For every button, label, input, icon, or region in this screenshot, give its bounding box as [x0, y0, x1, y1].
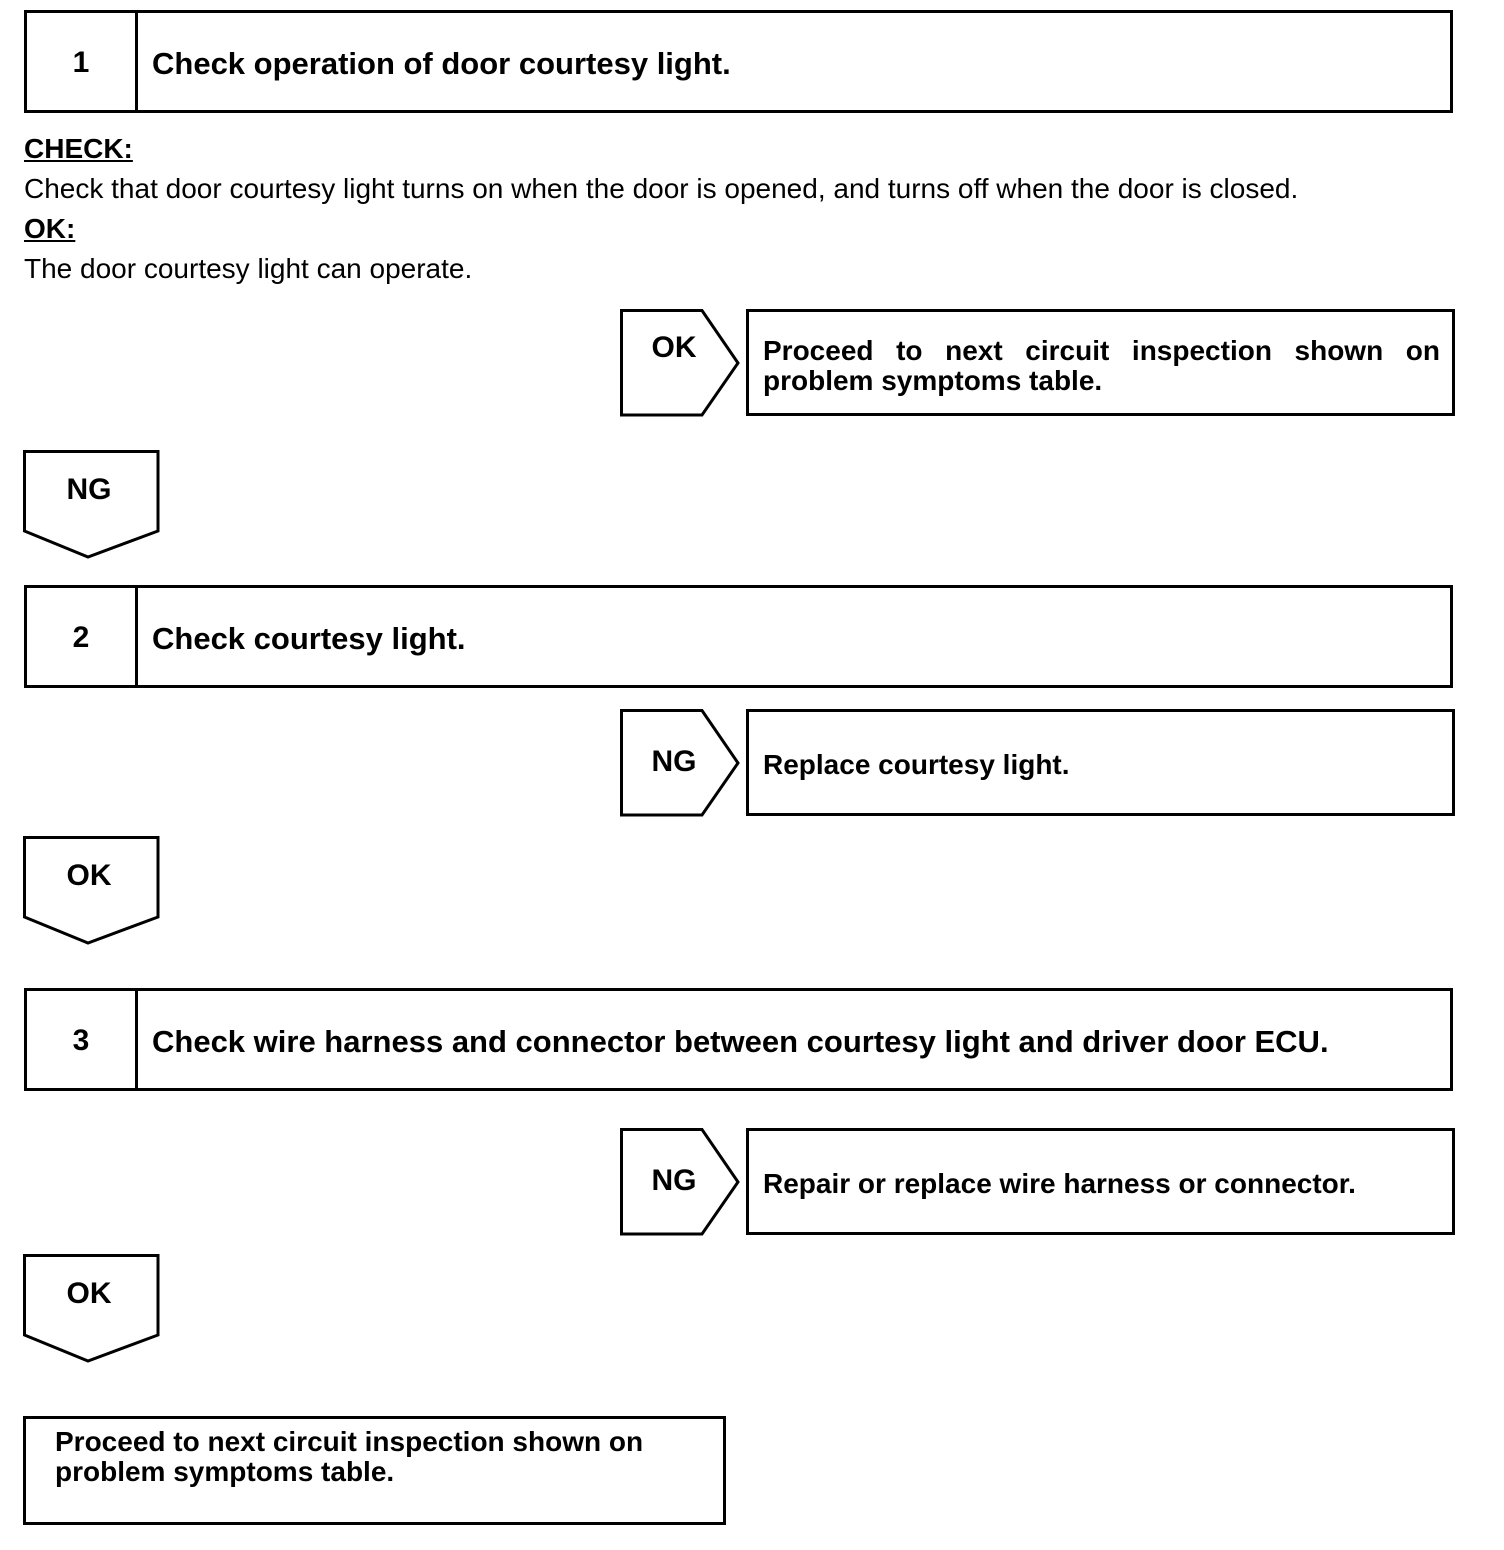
step-2-ng-result-box: Replace courtesy light. [746, 709, 1455, 816]
step-3-ng-result-box: Repair or replace wire harness or connector. [746, 1128, 1455, 1235]
step-1-branch-label: OK [651, 331, 697, 364]
step-3-branch-label: NG [651, 1164, 697, 1197]
step-2-ng-branch-arrow [620, 709, 740, 817]
step-2-box [24, 585, 1453, 688]
final-result-box: Proceed to next circuit inspection shown on problem symptoms table. [23, 1416, 726, 1525]
ok-text: The door courtesy light can operate. [24, 253, 473, 284]
step-1-down-label: NG [66, 473, 112, 506]
step-2-branch-label: NG [651, 745, 697, 778]
ok-label: OK: [24, 213, 76, 244]
step-2-down-label: OK [66, 859, 112, 892]
step-1-ng-down-arrow [23, 450, 160, 560]
check-label: CHECK: [24, 133, 133, 164]
step-3-number: 3 [27, 991, 138, 1088]
check-text: Check that door courtesy light turns on when the door is opened, and turns off when the door is closed. [24, 173, 1299, 204]
step-2-ok-down-arrow [23, 836, 160, 946]
step-1-number: 1 [27, 13, 138, 110]
step-1-title: Check operation of door courtesy light. [152, 46, 731, 81]
step-1-box [24, 10, 1453, 113]
step-3-down-label: OK [66, 1277, 112, 1310]
step-3-box [24, 988, 1453, 1091]
step-1-ok-branch-arrow [620, 309, 740, 417]
step-3-ng-branch-arrow [620, 1128, 740, 1236]
step-3-title: Check wire harness and connector between courtesy light and driver door ECU. [152, 1024, 1329, 1059]
step-2-number: 2 [27, 588, 138, 685]
step-1-ok-result-box: Proceed to next circuit inspection shown on problem symptoms table. [746, 309, 1455, 416]
step-3-ok-down-arrow [23, 1254, 160, 1364]
step-2-title: Check courtesy light. [152, 621, 466, 656]
